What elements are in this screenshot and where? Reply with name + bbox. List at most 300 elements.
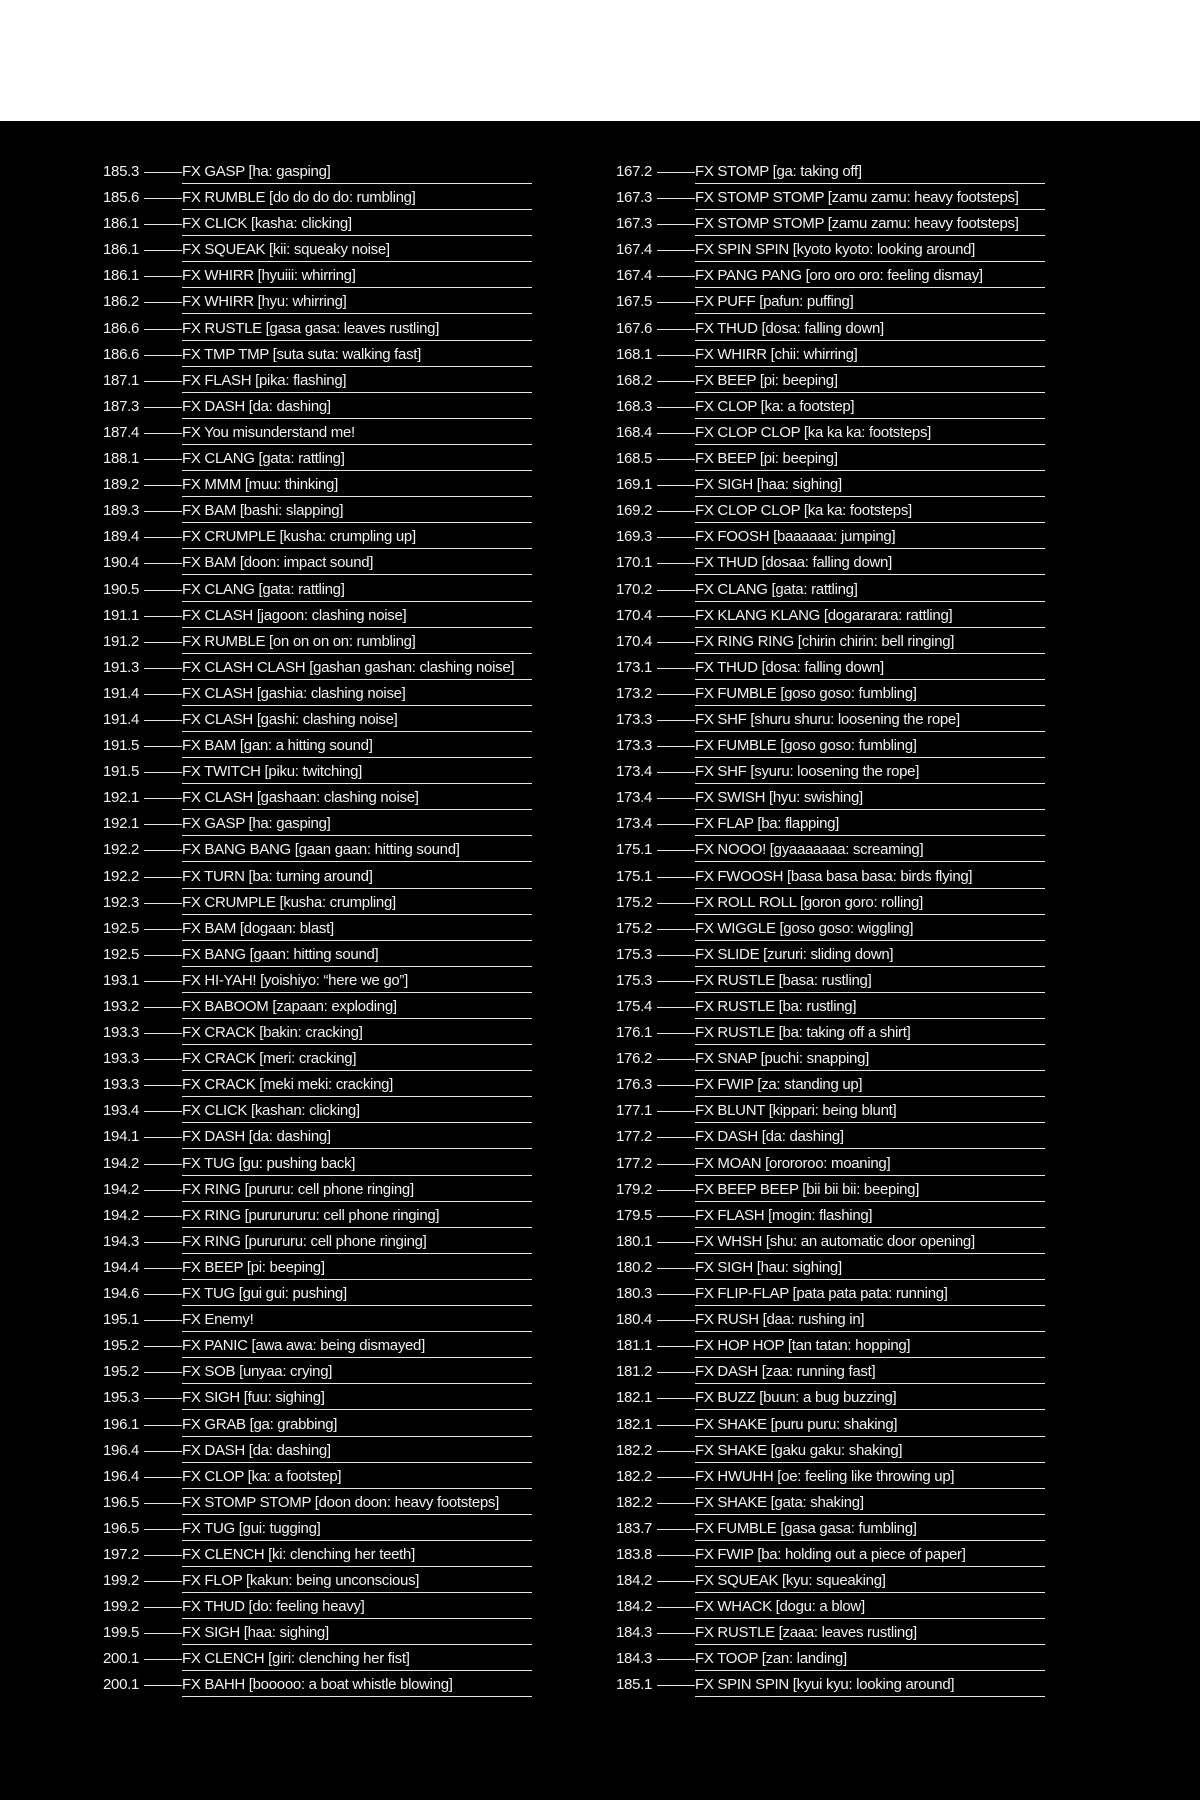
leader-line bbox=[657, 955, 695, 956]
fx-text: FX WHIRR [hyuiii: whirring] bbox=[182, 267, 356, 285]
leader-line bbox=[144, 616, 182, 617]
page-number: 189.4 bbox=[103, 528, 140, 546]
page-number: 197.2 bbox=[103, 1545, 140, 1563]
leader-line bbox=[144, 824, 182, 825]
leader-line bbox=[657, 1607, 695, 1608]
leader-line bbox=[657, 1555, 695, 1556]
leader-line bbox=[657, 511, 695, 512]
page-number: 200.1 bbox=[103, 1650, 140, 1668]
underline-rule bbox=[182, 444, 532, 445]
page-number: 181.1 bbox=[616, 1337, 653, 1355]
underline-rule bbox=[695, 679, 1045, 680]
page-number: 193.3 bbox=[103, 1050, 140, 1068]
underline-rule bbox=[695, 1409, 1045, 1410]
underline-rule bbox=[182, 1618, 532, 1619]
leader-line bbox=[144, 1555, 182, 1556]
page-number: 192.1 bbox=[103, 815, 140, 833]
leader-line bbox=[144, 563, 182, 564]
leader-line bbox=[657, 250, 695, 251]
underline-rule bbox=[695, 653, 1045, 654]
leader-line bbox=[144, 903, 182, 904]
page-number: 173.2 bbox=[616, 684, 653, 702]
leader-line bbox=[144, 459, 182, 460]
fx-text: FX STOMP STOMP [doon doon: heavy footsteps] bbox=[182, 1493, 499, 1511]
underline-rule bbox=[695, 1279, 1045, 1280]
fx-text: FX STOMP STOMP [zamu zamu: heavy footsteps] bbox=[695, 215, 1019, 233]
leader-line bbox=[657, 981, 695, 982]
leader-line bbox=[657, 459, 695, 460]
leader-line bbox=[144, 929, 182, 930]
page-number: 193.3 bbox=[103, 1024, 140, 1042]
underline-rule bbox=[182, 940, 532, 941]
fx-text: FX DASH [da: dashing] bbox=[182, 397, 331, 415]
page-number: 195.3 bbox=[103, 1389, 140, 1407]
page-number: 167.4 bbox=[616, 241, 653, 259]
fx-text: FX FUMBLE [goso goso: fumbling] bbox=[695, 684, 917, 702]
underline-rule bbox=[182, 1488, 532, 1489]
leader-line bbox=[657, 1425, 695, 1426]
fx-text: FX HWUHH [oe: feeling like throwing up] bbox=[695, 1467, 955, 1485]
fx-text: FX PANIC [awa awa: being dismayed] bbox=[182, 1337, 425, 1355]
fx-text: FX TURN [ba: turning around] bbox=[182, 867, 373, 885]
underline-rule bbox=[182, 496, 532, 497]
fx-text: FX CLOP CLOP [ka ka: footsteps] bbox=[695, 502, 912, 520]
leader-line bbox=[657, 1033, 695, 1034]
page-number: 195.2 bbox=[103, 1363, 140, 1381]
underline-rule bbox=[182, 1540, 532, 1541]
underline-rule bbox=[695, 392, 1045, 393]
page-number: 184.2 bbox=[616, 1598, 653, 1616]
underline-rule bbox=[695, 940, 1045, 941]
page-number: 191.4 bbox=[103, 684, 140, 702]
fx-text: FX FWIP [ba: holding out a piece of paper] bbox=[695, 1545, 966, 1563]
underline-rule bbox=[695, 1096, 1045, 1097]
page-number: 191.5 bbox=[103, 763, 140, 781]
underline-rule bbox=[695, 1305, 1045, 1306]
leader-line bbox=[657, 772, 695, 773]
leader-line bbox=[144, 1007, 182, 1008]
page-number: 192.2 bbox=[103, 867, 140, 885]
underline-rule bbox=[182, 705, 532, 706]
page-number: 190.5 bbox=[103, 580, 140, 598]
leader-line bbox=[144, 1190, 182, 1191]
page-number: 193.3 bbox=[103, 1076, 140, 1094]
fx-text: FX CLICK [kasha: clicking] bbox=[182, 215, 352, 233]
underline-rule bbox=[695, 1175, 1045, 1176]
leader-line bbox=[144, 302, 182, 303]
leader-line bbox=[657, 485, 695, 486]
underline-rule bbox=[695, 888, 1045, 889]
page-number: 177.2 bbox=[616, 1128, 653, 1146]
underline-rule bbox=[182, 601, 532, 602]
page-number: 186.6 bbox=[103, 345, 140, 363]
leader-line bbox=[657, 668, 695, 669]
leader-line bbox=[657, 850, 695, 851]
leader-line bbox=[144, 694, 182, 695]
leader-line bbox=[144, 1346, 182, 1347]
page-number: 195.2 bbox=[103, 1337, 140, 1355]
fx-text: FX BUZZ [buun: a bug buzzing] bbox=[695, 1389, 897, 1407]
leader-line bbox=[657, 642, 695, 643]
underline-rule bbox=[695, 1044, 1045, 1045]
page-number: 200.1 bbox=[103, 1676, 140, 1694]
leader-line bbox=[144, 224, 182, 225]
underline-rule bbox=[695, 1436, 1045, 1437]
underline-rule bbox=[695, 209, 1045, 210]
underline-rule bbox=[182, 1462, 532, 1463]
page-number: 175.1 bbox=[616, 841, 653, 859]
fx-text: FX CRACK [meki meki: cracking] bbox=[182, 1076, 394, 1094]
leader-line bbox=[144, 1477, 182, 1478]
page-number: 170.4 bbox=[616, 632, 653, 650]
underline-rule bbox=[695, 1592, 1045, 1593]
leader-line bbox=[657, 746, 695, 747]
fx-text: FX FUMBLE [goso goso: fumbling] bbox=[695, 737, 917, 755]
page-number: 168.2 bbox=[616, 371, 653, 389]
page-number: 180.4 bbox=[616, 1311, 653, 1329]
fx-text: FX RING RING [chirin chirin: bell ringing] bbox=[695, 632, 955, 650]
fx-text: FX CRUMPLE [kusha: crumpling up] bbox=[182, 528, 416, 546]
underline-rule bbox=[182, 1044, 532, 1045]
leader-line bbox=[144, 250, 182, 251]
underline-rule bbox=[182, 1201, 532, 1202]
leader-line bbox=[657, 329, 695, 330]
leader-line bbox=[657, 1294, 695, 1295]
page-number: 191.4 bbox=[103, 710, 140, 728]
page-number: 192.5 bbox=[103, 919, 140, 937]
fx-text: FX STOMP STOMP [zamu zamu: heavy footsteps] bbox=[695, 189, 1019, 207]
leader-line bbox=[657, 1216, 695, 1217]
page-number: 183.7 bbox=[616, 1519, 653, 1537]
leader-line bbox=[144, 1242, 182, 1243]
underline-rule bbox=[182, 1253, 532, 1254]
page-number: 168.1 bbox=[616, 345, 653, 363]
page-number: 169.1 bbox=[616, 476, 653, 494]
leader-line bbox=[144, 668, 182, 669]
underline-rule bbox=[695, 861, 1045, 862]
fx-text: FX SOB [unyaa: crying] bbox=[182, 1363, 333, 1381]
fx-text: FX RUSTLE [zaaa: leaves rustling] bbox=[695, 1624, 917, 1642]
underline-rule bbox=[182, 1331, 532, 1332]
fx-text: FX FOOSH [baaaaaa: jumping] bbox=[695, 528, 896, 546]
fx-text: FX TWITCH [piku: twitching] bbox=[182, 763, 362, 781]
leader-line bbox=[144, 1137, 182, 1138]
page-number: 168.3 bbox=[616, 397, 653, 415]
leader-line bbox=[144, 433, 182, 434]
underline-rule bbox=[695, 1148, 1045, 1149]
page-number: 192.2 bbox=[103, 841, 140, 859]
leader-line bbox=[657, 1007, 695, 1008]
page-number: 186.2 bbox=[103, 293, 140, 311]
page-number: 194.2 bbox=[103, 1180, 140, 1198]
page-number: 182.2 bbox=[616, 1441, 653, 1459]
leader-line bbox=[657, 1137, 695, 1138]
underline-rule bbox=[182, 809, 532, 810]
page-number: 191.1 bbox=[103, 606, 140, 624]
fx-text: FX THUD [dosa: falling down] bbox=[695, 319, 884, 337]
page-number: 167.6 bbox=[616, 319, 653, 337]
underline-rule bbox=[182, 366, 532, 367]
underline-rule bbox=[695, 235, 1045, 236]
leader-line bbox=[144, 1581, 182, 1582]
leader-line bbox=[144, 1294, 182, 1295]
leader-line bbox=[144, 198, 182, 199]
leader-line bbox=[657, 1398, 695, 1399]
fx-text: FX RUSTLE [basa: rustling] bbox=[695, 971, 872, 989]
fx-text: FX SHF [shuru shuru: loosening the rope] bbox=[695, 710, 960, 728]
leader-line bbox=[144, 276, 182, 277]
underline-rule bbox=[182, 835, 532, 836]
fx-text: FX MOAN [orororoo: moaning] bbox=[695, 1154, 891, 1172]
fx-text: FX RUSH [daa: rushing in] bbox=[695, 1311, 865, 1329]
page-number: 180.1 bbox=[616, 1232, 653, 1250]
page-number: 186.1 bbox=[103, 215, 140, 233]
underline-rule bbox=[695, 1383, 1045, 1384]
fx-text: FX SHAKE [puru puru: shaking] bbox=[695, 1415, 898, 1433]
leader-line bbox=[657, 1372, 695, 1373]
underline-rule bbox=[695, 835, 1045, 836]
leader-line bbox=[657, 276, 695, 277]
page-number: 170.1 bbox=[616, 554, 653, 572]
underline-rule bbox=[182, 627, 532, 628]
leader-line bbox=[144, 1685, 182, 1686]
page-number: 167.3 bbox=[616, 189, 653, 207]
fx-text: FX THUD [do: feeling heavy] bbox=[182, 1598, 365, 1616]
underline-rule bbox=[695, 1566, 1045, 1567]
underline-rule bbox=[695, 1670, 1045, 1671]
fx-text: FX RUSTLE [gasa gasa: leaves rustling] bbox=[182, 319, 440, 337]
underline-rule bbox=[695, 1122, 1045, 1123]
fx-text: FX CLANG [gata: rattling] bbox=[182, 450, 345, 468]
fx-text: FX DASH [da: dashing] bbox=[695, 1128, 844, 1146]
leader-line bbox=[144, 720, 182, 721]
fx-text: FX SHAKE [gaku gaku: shaking] bbox=[695, 1441, 903, 1459]
leader-line bbox=[657, 1059, 695, 1060]
fx-text: FX BANG BANG [gaan gaan: hitting sound] bbox=[182, 841, 460, 859]
leader-line bbox=[657, 1477, 695, 1478]
underline-rule bbox=[695, 548, 1045, 549]
underline-rule bbox=[182, 1305, 532, 1306]
fx-text: FX CLASH [gashia: clashing noise] bbox=[182, 684, 406, 702]
underline-rule bbox=[695, 1644, 1045, 1645]
underline-rule bbox=[182, 783, 532, 784]
leader-line bbox=[144, 1451, 182, 1452]
page-number: 181.2 bbox=[616, 1363, 653, 1381]
leader-line bbox=[144, 981, 182, 982]
underline-rule bbox=[182, 966, 532, 967]
page-number: 173.3 bbox=[616, 737, 653, 755]
fx-text: FX CLASH CLASH [gashan gashan: clashing noise] bbox=[182, 658, 515, 676]
page-number: 175.1 bbox=[616, 867, 653, 885]
leader-line bbox=[144, 511, 182, 512]
underline-rule bbox=[182, 914, 532, 915]
leader-line bbox=[657, 433, 695, 434]
fx-text: FX SNAP [puchi: snapping] bbox=[695, 1050, 869, 1068]
page-number: 196.5 bbox=[103, 1519, 140, 1537]
underline-rule bbox=[695, 601, 1045, 602]
underline-rule bbox=[182, 1279, 532, 1280]
underline-rule bbox=[182, 548, 532, 549]
fx-text: FX BANG [gaan: hitting sound] bbox=[182, 945, 379, 963]
leader-line bbox=[657, 1190, 695, 1191]
underline-rule bbox=[695, 1696, 1045, 1697]
page-number: 199.2 bbox=[103, 1598, 140, 1616]
fx-text: FX FLASH [pika: flashing] bbox=[182, 371, 347, 389]
fx-text: FX CLASH [gashaan: clashing noise] bbox=[182, 789, 419, 807]
fx-text: FX DASH [zaa: running fast] bbox=[695, 1363, 876, 1381]
fx-text: FX TOOP [zan: landing] bbox=[695, 1650, 847, 1668]
fx-text: FX CLOP [ka: a footstep] bbox=[182, 1467, 342, 1485]
page-number: 185.3 bbox=[103, 163, 140, 180]
underline-rule bbox=[695, 1488, 1045, 1489]
fx-text: FX NOOO! [gyaaaaaaa: screaming] bbox=[695, 841, 924, 859]
page-number: 184.3 bbox=[616, 1624, 653, 1642]
page-number: 182.1 bbox=[616, 1389, 653, 1407]
leader-line bbox=[657, 824, 695, 825]
page-number: 176.3 bbox=[616, 1076, 653, 1094]
underline-rule bbox=[182, 261, 532, 262]
leader-line bbox=[144, 1111, 182, 1112]
fx-text: FX DASH [da: dashing] bbox=[182, 1128, 331, 1146]
fx-text: FX SIGH [haa: sighing] bbox=[182, 1624, 329, 1642]
underline-rule bbox=[182, 287, 532, 288]
underline-rule bbox=[695, 444, 1045, 445]
fx-text: FX FLIP-FLAP [pata pata pata: running] bbox=[695, 1285, 948, 1303]
page-number: 180.2 bbox=[616, 1258, 653, 1276]
fx-text: FX BEEP BEEP [bii bii bii: beeping] bbox=[695, 1180, 920, 1198]
leader-line bbox=[144, 590, 182, 591]
page-number: 189.2 bbox=[103, 476, 140, 494]
fx-text: FX SLIDE [zururi: sliding down] bbox=[695, 945, 894, 963]
page-number: 187.1 bbox=[103, 371, 140, 389]
underline-rule bbox=[182, 470, 532, 471]
underline-rule bbox=[182, 1096, 532, 1097]
leader-line bbox=[144, 172, 182, 173]
leader-line bbox=[657, 1085, 695, 1086]
underline-rule bbox=[182, 1122, 532, 1123]
fx-text: FX CLENCH [ki: clenching her teeth] bbox=[182, 1545, 415, 1563]
page-number: 192.3 bbox=[103, 893, 140, 911]
page-number: 169.2 bbox=[616, 502, 653, 520]
page-number: 169.3 bbox=[616, 528, 653, 546]
leader-line bbox=[657, 1503, 695, 1504]
underline-rule bbox=[182, 1227, 532, 1228]
underline-rule bbox=[182, 183, 532, 184]
page-number: 168.5 bbox=[616, 450, 653, 468]
page-number: 194.2 bbox=[103, 1154, 140, 1172]
leader-line bbox=[657, 1268, 695, 1269]
fx-text: FX CLICK [kashan: clicking] bbox=[182, 1102, 360, 1120]
underline-rule bbox=[695, 183, 1045, 184]
underline-rule bbox=[182, 731, 532, 732]
fx-text: FX CLENCH [giri: clenching her fist] bbox=[182, 1650, 410, 1668]
fx-text: FX TUG [gui: tugging] bbox=[182, 1519, 321, 1537]
page-number: 179.2 bbox=[616, 1180, 653, 1198]
underline-rule bbox=[695, 1618, 1045, 1619]
page-number: 182.2 bbox=[616, 1493, 653, 1511]
leader-line bbox=[144, 877, 182, 878]
fx-text: FX Enemy! bbox=[182, 1311, 254, 1329]
page-number: 176.1 bbox=[616, 1024, 653, 1042]
underline-rule bbox=[182, 392, 532, 393]
leader-line bbox=[657, 1320, 695, 1321]
leader-line bbox=[657, 929, 695, 930]
page-number: 184.2 bbox=[616, 1572, 653, 1590]
page-number: 186.1 bbox=[103, 241, 140, 259]
underline-rule bbox=[182, 1644, 532, 1645]
underline-rule bbox=[695, 757, 1045, 758]
leader-line bbox=[657, 198, 695, 199]
page-number: 182.1 bbox=[616, 1415, 653, 1433]
page-number: 184.3 bbox=[616, 1650, 653, 1668]
underline-rule bbox=[695, 470, 1045, 471]
fx-text: FX CLASH [jagoon: clashing noise] bbox=[182, 606, 407, 624]
underline-rule bbox=[182, 1148, 532, 1149]
page-number: 187.4 bbox=[103, 423, 140, 441]
underline-rule bbox=[695, 1201, 1045, 1202]
fx-text: FX RUSTLE [ba: taking off a shirt] bbox=[695, 1024, 911, 1042]
leader-line bbox=[657, 1111, 695, 1112]
fx-text: FX TUG [gui gui: pushing] bbox=[182, 1285, 347, 1303]
page-number: 186.1 bbox=[103, 267, 140, 285]
fx-text: FX CRACK [bakin: cracking] bbox=[182, 1024, 363, 1042]
fx-text: FX PANG PANG [oro oro oro: feeling dismay] bbox=[695, 267, 983, 285]
fx-text: FX WHIRR [hyu: whirring] bbox=[182, 293, 347, 311]
page-number: 192.1 bbox=[103, 789, 140, 807]
fx-text: FX GRAB [ga: grabbing] bbox=[182, 1415, 338, 1433]
fx-text: FX SIGH [fuu: sighing] bbox=[182, 1389, 325, 1407]
fx-text: FX WHSH [shu: an automatic door opening] bbox=[695, 1232, 975, 1250]
leader-line bbox=[657, 694, 695, 695]
page-number: 175.3 bbox=[616, 945, 653, 963]
underline-rule bbox=[182, 1566, 532, 1567]
leader-line bbox=[144, 1425, 182, 1426]
underline-rule bbox=[695, 1070, 1045, 1071]
leader-line bbox=[144, 1320, 182, 1321]
leader-line bbox=[657, 1581, 695, 1582]
underline-rule bbox=[695, 1462, 1045, 1463]
fx-text: FX BAHH [booooo: a boat whistle blowing] bbox=[182, 1676, 453, 1694]
leader-line bbox=[144, 798, 182, 799]
page-number: 199.5 bbox=[103, 1624, 140, 1642]
fx-text: FX SHF [syuru: loosening the rope] bbox=[695, 763, 920, 781]
underline-rule bbox=[182, 340, 532, 341]
fx-text: FX FLOP [kakun: being unconscious] bbox=[182, 1572, 420, 1590]
leader-line bbox=[144, 1372, 182, 1373]
fx-text: FX RUSTLE [ba: rustling] bbox=[695, 998, 857, 1015]
underline-rule bbox=[695, 992, 1045, 993]
page-number: 199.2 bbox=[103, 1572, 140, 1590]
leader-line bbox=[657, 302, 695, 303]
page-number: 189.3 bbox=[103, 502, 140, 520]
leader-line bbox=[657, 381, 695, 382]
underline-rule bbox=[182, 1018, 532, 1019]
fx-text: FX HI-YAH! [yoishiyo: “here we go”] bbox=[182, 971, 408, 989]
leader-line bbox=[144, 1607, 182, 1608]
leader-line bbox=[144, 1033, 182, 1034]
fx-text: FX THUD [dosa: falling down] bbox=[695, 658, 884, 676]
underline-rule bbox=[182, 861, 532, 862]
page-number: 182.2 bbox=[616, 1467, 653, 1485]
fx-text: FX CLANG [gata: rattling] bbox=[695, 580, 858, 598]
underline-rule bbox=[695, 340, 1045, 341]
fx-text: FX CLOP CLOP [ka ka ka: footsteps] bbox=[695, 423, 932, 441]
fx-text: FX GASP [ha: gasping] bbox=[182, 163, 331, 180]
fx-text: FX SHAKE [gata: shaking] bbox=[695, 1493, 864, 1511]
fx-text: FX BAM [dogaan: blast] bbox=[182, 919, 334, 937]
underline-rule bbox=[182, 313, 532, 314]
leader-line bbox=[144, 955, 182, 956]
